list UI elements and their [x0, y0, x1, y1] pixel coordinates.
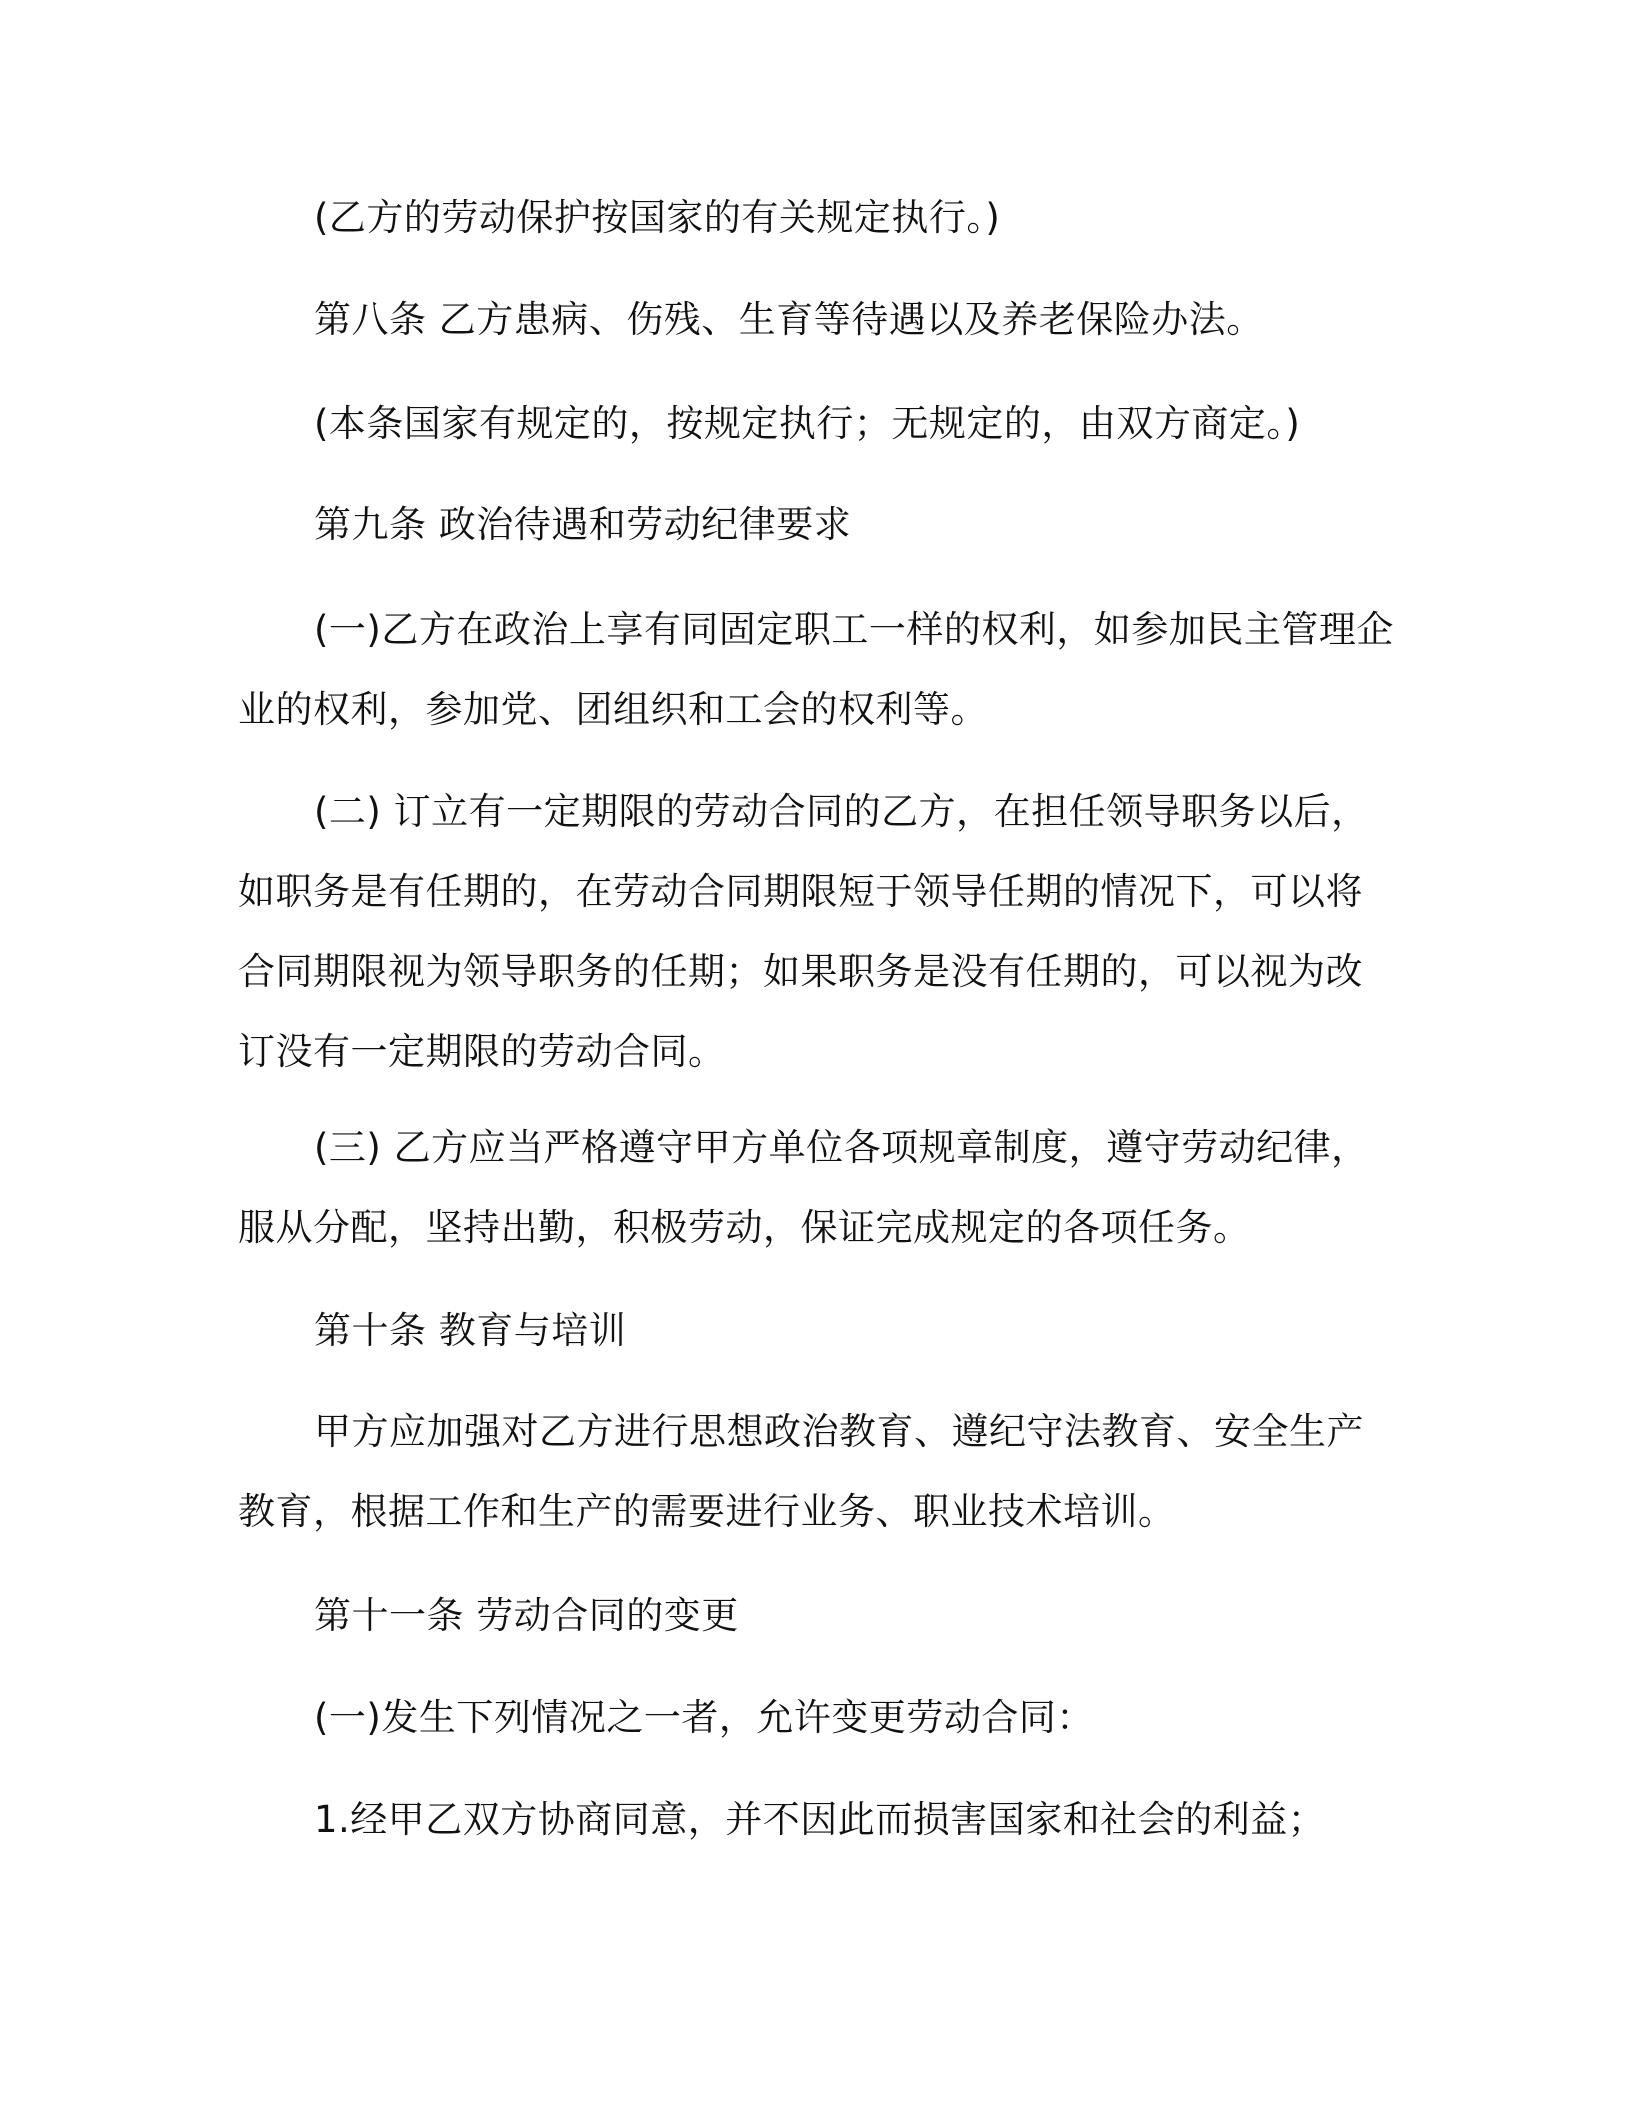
text-line: (本条国家有规定的，按规定执行；无规定的，由双方商定。)	[314, 402, 1301, 445]
text-line: 合同期限视为领导职务的任期；如果职务是没有任期的，可以视为改	[238, 950, 1363, 993]
paragraph-article-8	[238, 280, 1388, 360]
text-line: (一)乙方在政治上享有同固定职工一样的权利，如参加民主管理企	[314, 608, 1394, 651]
text-line: 服从分配，坚持出勤，积极劳动，保证完成规定的各项任务。	[238, 1206, 1251, 1249]
paragraph-article-9	[238, 485, 1388, 565]
text-line: 第九条 政治待遇和劳动纪律要求	[314, 503, 852, 546]
text-line: 第八条 乙方患病、伤残、生育等待遇以及养老保险办法。	[314, 298, 1264, 341]
paragraph-article-11	[238, 1576, 1388, 1656]
text-line: 第十一条 劳动合同的变更	[314, 1594, 739, 1637]
text-line: (三) 乙方应当严格遵守甲方单位各项规章制度，遵守劳动纪律，	[314, 1126, 1369, 1169]
paragraph-article-9-item-2	[238, 772, 1388, 1092]
text-line: 第十条 教育与培训	[314, 1309, 627, 1352]
paragraph-labor-protection	[238, 178, 1388, 258]
paragraph-article-9-item-1	[238, 590, 1394, 750]
paragraph-article-11-item-1-sub-1	[238, 1780, 1388, 1860]
paragraph-article-9-item-3	[238, 1108, 1388, 1268]
paragraph-article-10	[238, 1291, 1388, 1371]
text-line: 业的权利，参加党、团组织和工会的权利等。	[238, 688, 988, 731]
text-line: 教育，根据工作和生产的需要进行业务、职业技术培训。	[238, 1490, 1176, 1533]
text-line: 甲方应加强对乙方进行思想政治教育、遵纪守法教育、安全生产	[314, 1410, 1364, 1453]
text-line: 1.经甲乙双方协商同意，并不因此而损害国家和社会的利益；	[314, 1798, 1326, 1841]
text-line: (乙方的劳动保护按国家的有关规定执行。)	[314, 196, 1001, 239]
text-line: (二) 订立有一定期限的劳动合同的乙方，在担任领导职务以后，	[314, 790, 1369, 833]
paragraph-article-8-note	[238, 384, 1388, 464]
text-line: (一)发生下列情况之一者，允许变更劳动合同：	[314, 1696, 1094, 1739]
paragraph-article-10-body	[238, 1392, 1388, 1552]
text-line: 订没有一定期限的劳动合同。	[238, 1030, 726, 1073]
text-line: 如职务是有任期的，在劳动合同期限短于领导任期的情况下，可以将	[238, 870, 1363, 913]
paragraph-article-11-item-1	[238, 1678, 1388, 1758]
